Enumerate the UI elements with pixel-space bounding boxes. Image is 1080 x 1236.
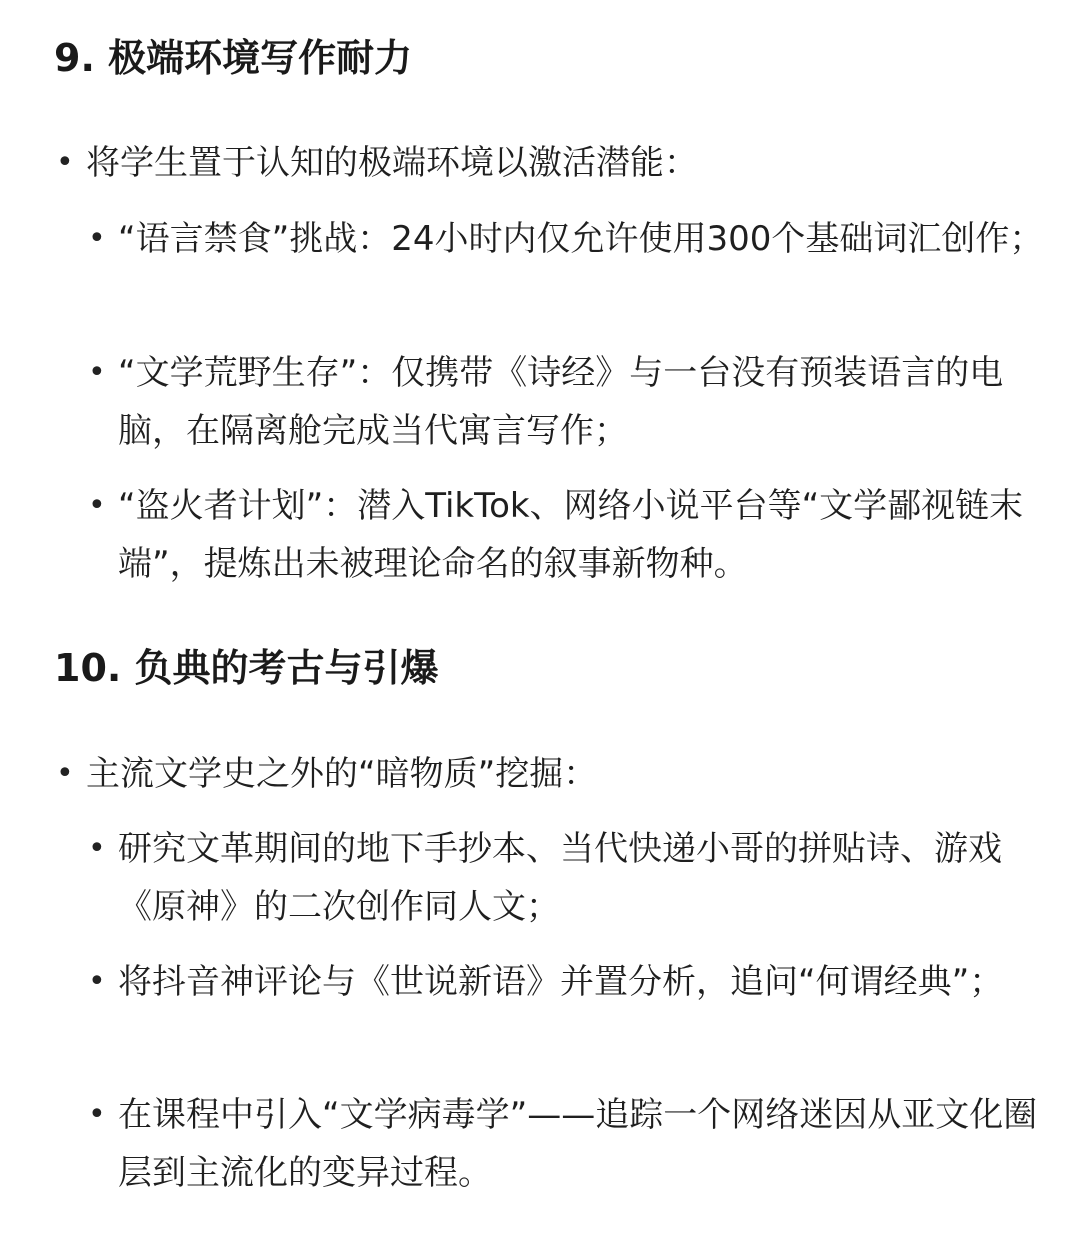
list-item-text: 主流文学史之外的“暗物质”挖掘： <box>86 754 598 794</box>
bullet-icon: • <box>88 1097 106 1132</box>
sub-list-item <box>88 344 1048 460</box>
sub-list-item <box>88 953 1048 1011</box>
bullet-icon: • <box>88 964 106 999</box>
sub-list-item <box>88 820 1048 936</box>
bullet-icon: • <box>88 221 106 256</box>
section-heading: 9. 极端环境写作耐力 <box>54 36 413 80</box>
list-item-text: 将抖音神评论与《世说新语》并置分析，追问“何谓经典”； <box>118 962 1004 1002</box>
bullet-icon: • <box>88 831 106 866</box>
list-item <box>56 745 1046 803</box>
bullet-icon: • <box>88 355 106 390</box>
list-item-text: 在课程中引入“文学病毒学”——追踪一个网络迷因从亚文化圈层到主流化的变异过程。 <box>118 1095 1038 1193</box>
list-item <box>56 134 1046 192</box>
list-item-text: 将学生置于认知的极端环境以激活潜能： <box>86 143 698 183</box>
bullet-icon: • <box>56 756 74 791</box>
list-item-text: 研究文革期间的地下手抄本、当代快递小哥的拼贴诗、游戏《原神》的二次创作同人文； <box>118 829 1002 927</box>
sub-list-item <box>88 477 1048 593</box>
sub-list-item <box>88 210 1048 268</box>
sub-list-item <box>88 1086 1048 1202</box>
bullet-icon: • <box>88 488 106 523</box>
section-heading: 10. 负典的考古与引爆 <box>54 646 439 690</box>
bullet-icon: • <box>56 145 74 180</box>
list-item-text: “文学荒野生存”：仅携带《诗经》与一台没有预装语言的电脑，在隔离舱完成当代寓言写作； <box>118 353 1004 451</box>
list-item-text: “盗火者计划”：潜入TikTok、网络小说平台等“文学鄙视链末端”，提炼出未被理论命名的叙事新物种。 <box>118 486 1024 584</box>
list-item-text: “语言禁食”挑战：24小时内仅允许使用300个基础词汇创作； <box>118 219 1044 259</box>
